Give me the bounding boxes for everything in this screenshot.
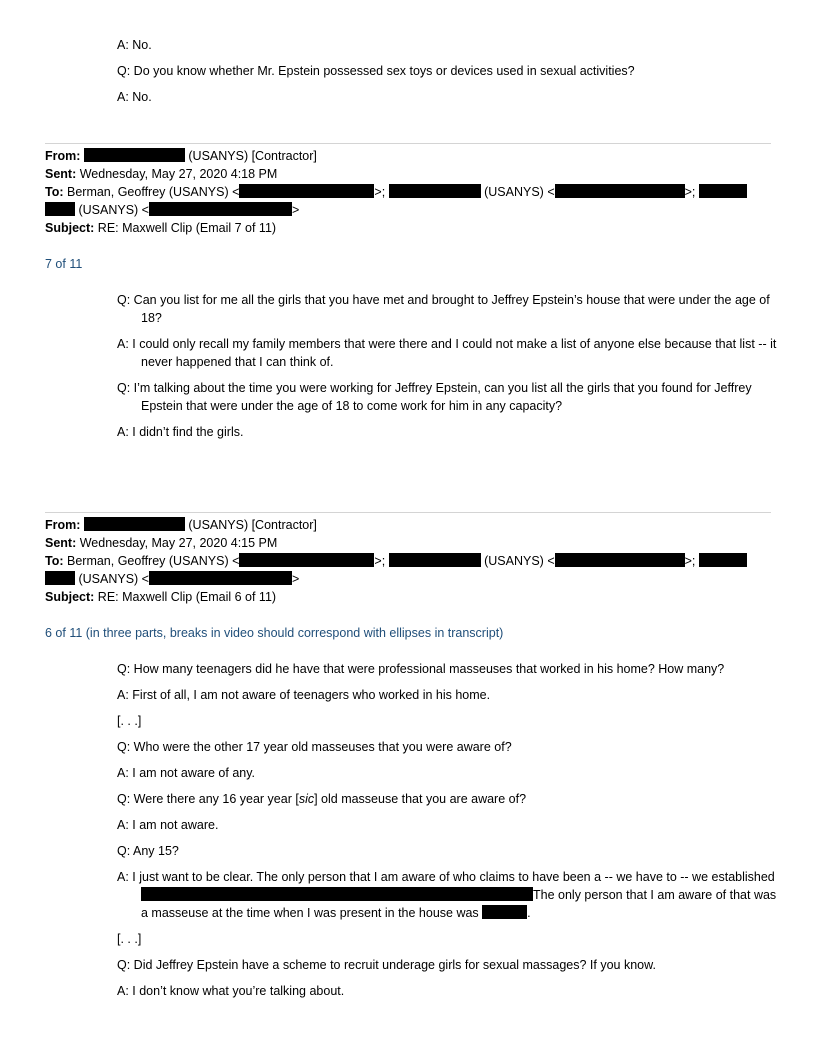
answer-line: A: No. [117, 90, 152, 104]
answer-line: A: I don’t know what you’re talking about. [117, 984, 345, 998]
answer-line: A: I could only recall my family members that were there and I could not make a list of anyone else because that list -- it never happened that I can think of. [117, 337, 777, 369]
answer-line: A: I am not aware. [117, 818, 219, 832]
question-line: Q: How many teenagers did he have that were professional masseuses that worked in his home? How many? [117, 662, 725, 676]
answer-line: A: I am not aware of any. [117, 766, 256, 780]
question-line: Q: Were there any 16 year year [sic] old masseuse that you are aware of? [117, 792, 527, 806]
to-line-cont: (USANYS) < > [45, 570, 771, 588]
from-line: From: (USANYS) [Contractor] [45, 518, 317, 532]
redaction-box [45, 571, 75, 585]
question-line: Q: I’m talking about the time you were working for Jeffrey Epstein, can you list all the girls that you found for Jeffrey Epstein that were under the age of 18 to come work for him in any capacity? [117, 381, 752, 413]
section-title-7: 7 of 11 [45, 257, 83, 271]
redaction-box [84, 148, 185, 162]
question-line: Q: Can you list for me all the girls that you have met and brought to Jeffrey Epstein’s house that were under the age of 18? [117, 293, 770, 325]
answer-line: A: I didn’t find the girls. [117, 425, 244, 439]
redaction-box [482, 905, 527, 919]
email-divider [45, 143, 771, 144]
redaction-box [141, 887, 533, 901]
to-line: To: Berman, Geoffrey (USANYS) < >; (USANYS) < >; [45, 552, 771, 570]
to-line-cont: (USANYS) < > [45, 201, 771, 219]
answer-line: A: No. [117, 38, 152, 52]
redaction-box [389, 553, 481, 567]
answer-line: A: First of all, I am not aware of teenagers who worked in his home. [117, 688, 491, 702]
redaction-box [699, 553, 747, 567]
redaction-box [389, 184, 481, 198]
question-line: Q: Who were the other 17 year old masseuses that you were aware of? [117, 740, 512, 754]
email-header-6 [45, 516, 771, 606]
to-line: To: Berman, Geoffrey (USANYS) < >; (USANYS) < >; [45, 183, 771, 201]
redaction-box [149, 202, 292, 216]
ellipsis-line: [. . .] [117, 714, 142, 728]
redaction-box [45, 202, 75, 216]
redaction-box [239, 184, 374, 198]
section-title-6: 6 of 11 (in three parts, breaks in video should correspond with ellipses in transcript) [45, 626, 504, 640]
redaction-box [699, 184, 747, 198]
redaction-box [84, 517, 185, 531]
sent-line: Sent: Wednesday, May 27, 2020 4:18 PM [45, 167, 278, 181]
subject-line: Subject: RE: Maxwell Clip (Email 6 of 11) [45, 590, 277, 604]
email-divider [45, 512, 771, 513]
answer-line: A: I just want to be clear. The only person that I am aware of who claims to have been a -- we have to -- we established The only person that I am aware of that was a masseuse at the time when I was present in the house was . [117, 870, 777, 920]
redaction-box [555, 553, 685, 567]
redaction-box [149, 571, 292, 585]
email-header-7 [45, 147, 771, 237]
redaction-box [239, 553, 374, 567]
question-line: Q: Did Jeffrey Epstein have a scheme to recruit underage girls for sexual massages? If you know. [117, 958, 656, 972]
ellipsis-line: [. . .] [117, 932, 142, 946]
question-line: Q: Do you know whether Mr. Epstein possessed sex toys or devices used in sexual activities? [117, 64, 635, 78]
redaction-box [555, 184, 685, 198]
from-line: From: (USANYS) [Contractor] [45, 149, 317, 163]
subject-line: Subject: RE: Maxwell Clip (Email 7 of 11) [45, 221, 277, 235]
question-line: Q: Any 15? [117, 844, 179, 858]
sent-line: Sent: Wednesday, May 27, 2020 4:15 PM [45, 536, 278, 550]
